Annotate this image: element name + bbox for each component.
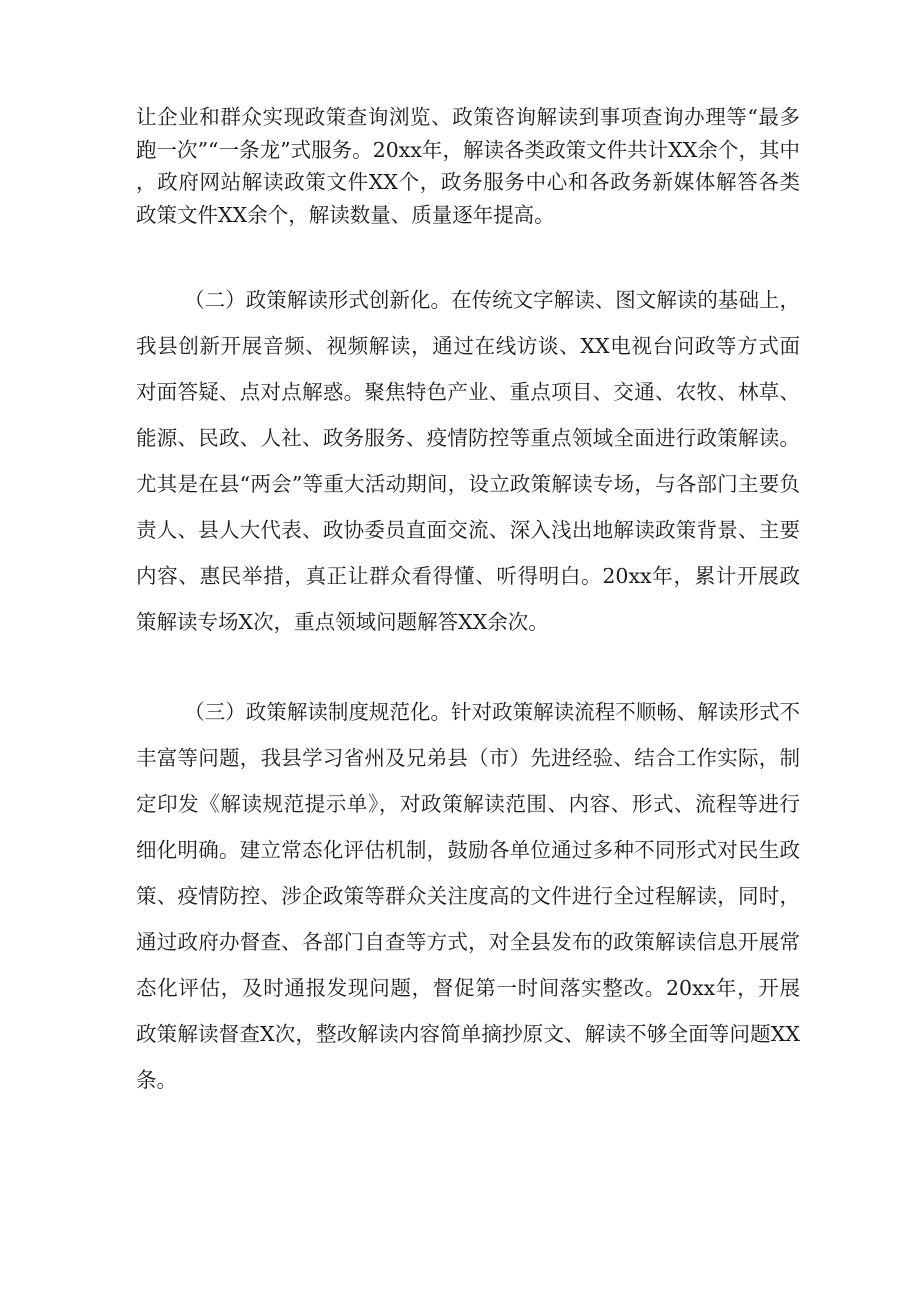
paragraph-spacer xyxy=(136,231,800,277)
paragraph-service-summary: 让企业和群众实现政策查询浏览、政策咨询解读到事项查询办理等“最多跑一次”“一条龙”式服务。20xx年，解读各类政策文件共计XX余个，其中，政府网站解读政策文件XX个，政务服务中心和各政务新媒体解答各类政策文件XX余个，解读数量、质量逐年提高。 xyxy=(136,105,800,227)
paragraph-interpretation-standardization: （三）政策解读制度规范化。针对政策解读流程不顺畅、解读形式不丰富等问题，我县学习省州及兄弟县（市）先进经验、结合工作实际，制定印发《解读规范提示单》，对政策解读范围、内容、形式、流程等进行细化明确。建立常态化评估机制，鼓励各单位通过多种不同形式对民生政策、疫情防控、涉企政策等群众关注度高的文件进行全过程解读，同时，通过政府办督查、各部门自查等方式，对全县发布的政策解读信息开展常态化评估，及时通报发现问题，督促第一时间落实整改。20xx年，开展政策解读督查X次，整改解读内容简单摘抄原文、解读不够全面等问题XX条。 xyxy=(136,700,800,1092)
paragraph-interpretation-innovation: （二）政策解读形式创新化。在传统文字解读、图文解读的基础上，我县创新开展音频、视频解读，通过在线访谈、XX电视台问政等方式面对面答疑、点对点解惑。聚焦特色产业、重点项目、交通、农牧、林草、能源、民政、人社、政务服务、疫情防控等重点领域全面进行政策解读。尤其是在县“两会”等重大活动期间，设立政策解读专场，与各部门主要负责人、县人大代表、政协委员直面交流、深入浅出地解读政策背景、主要内容、惠民举措，真正让群众看得懂、听得明白。20xx年，累计开展政策解读专场X次，重点领域问题解答XX余次。 xyxy=(136,288,800,634)
paragraph-spacer xyxy=(136,645,800,689)
document-page xyxy=(136,0,800,1103)
